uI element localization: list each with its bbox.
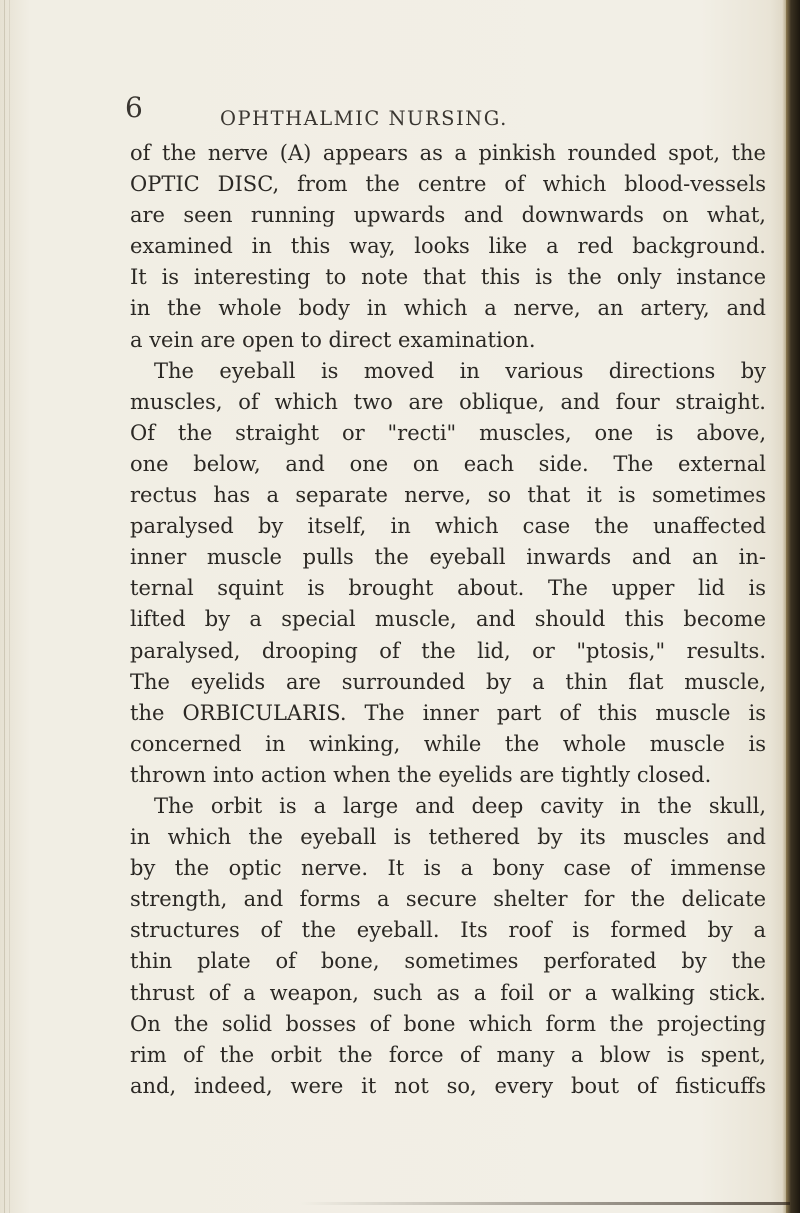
binding-shadow-line bbox=[4, 0, 5, 1213]
text-line: rectus has a separate nerve, so that it is sometimes bbox=[130, 483, 766, 508]
text-line: by the optic nerve. It is a bony case of immense bbox=[130, 856, 766, 881]
text-line: one below, and one on each side. The external bbox=[130, 451, 766, 476]
text-line: thrust of a weapon, such as a foil or a walking stick. bbox=[130, 980, 766, 1005]
text-line: The eyelids are surrounded by a thin flat muscle, bbox=[130, 669, 766, 694]
text-body bbox=[130, 138, 766, 1102]
text-line: OPTIC DISC, from the centre of which blood-vessels bbox=[130, 172, 766, 197]
text-line: inner muscle pulls the eyeball inwards and an in- bbox=[130, 545, 766, 570]
page-edge bbox=[786, 0, 800, 1213]
text-line: the ORBICULARIS. The inner part of this muscle is bbox=[130, 700, 766, 725]
bottom-edge-shadow bbox=[300, 1202, 790, 1205]
text-line: paralysed by itself, in which case the unaffected bbox=[130, 514, 766, 539]
text-line: ternal squint is brought about. The upper lid is bbox=[130, 576, 766, 601]
binding-shadow-line bbox=[9, 0, 10, 1213]
text-line: paralysed, drooping of the lid, or "ptosis," results. bbox=[130, 638, 766, 663]
text-line: a vein are open to direct examination. bbox=[130, 327, 536, 352]
text-line: The orbit is a large and deep cavity in the skull, bbox=[154, 793, 766, 818]
text-line: muscles, of which two are oblique, and four straight. bbox=[130, 389, 766, 414]
page-number: 6 bbox=[125, 91, 143, 124]
running-head: OPHTHALMIC NURSING. bbox=[220, 107, 508, 130]
text-line: strength, and forms a secure shelter for the delicate bbox=[130, 887, 766, 912]
text-line: examined in this way, looks like a red background. bbox=[130, 234, 766, 259]
text-line: in the whole body in which a nerve, an artery, and bbox=[130, 296, 766, 321]
text-line: of the nerve (A) appears as a pinkish rounded spot, the bbox=[130, 141, 766, 165]
text-line: rim of the orbit the force of many a blow is spent, bbox=[130, 1042, 766, 1067]
text-line: thrown into action when the eyelids are tightly closed. bbox=[130, 762, 712, 787]
text-line: are seen running upwards and downwards on what, bbox=[130, 203, 766, 228]
text-line: Of the straight or "recti" muscles, one is above, bbox=[130, 420, 766, 445]
text-line: structures of the eyeball. Its roof is formed by a bbox=[130, 918, 766, 943]
text-line: On the solid bosses of bone which form the projecting bbox=[130, 1011, 766, 1036]
text-line: concerned in winking, while the whole muscle is bbox=[130, 731, 766, 756]
text-line: in which the eyeball is tethered by its muscles and bbox=[130, 825, 766, 850]
text-line: and, indeed, were it not so, every bout of fisticuffs bbox=[130, 1073, 766, 1098]
text-line: lifted by a special muscle, and should this become bbox=[130, 607, 766, 632]
text-line: It is interesting to note that this is the only instance bbox=[130, 265, 766, 290]
text-line: The eyeball is moved in various directions by bbox=[154, 358, 766, 383]
text-line: thin plate of bone, sometimes perforated by the bbox=[130, 949, 766, 974]
page-header bbox=[0, 91, 800, 133]
